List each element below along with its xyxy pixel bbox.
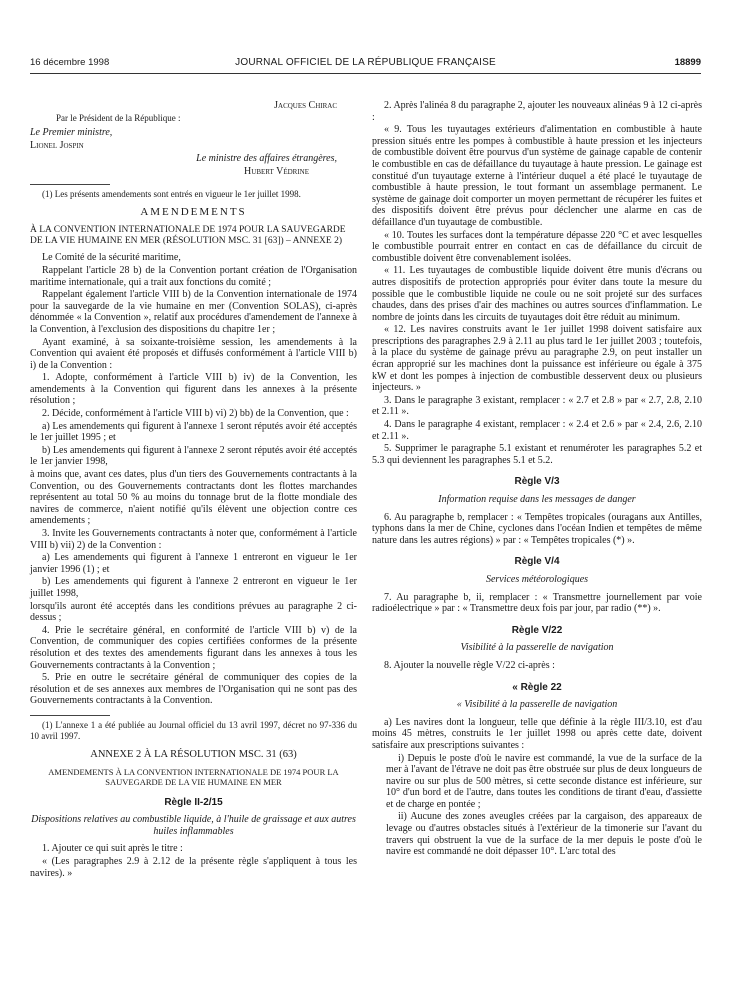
- paragraph: ii) Aucune des zones aveugles créées par la cargaison, des appareaux de levage ou d'autres obstacles situés à l'extérieur de la timonerie sur l'avant du travers qui obstruent la vue de la surface de la mer depuis le poste d'où le navire est commandé ne doit dépasser 10°. L'arc total des: [386, 811, 702, 858]
- rule-title: Information requise dans les messages de danger: [438, 494, 636, 505]
- page-header: [30, 57, 701, 71]
- rule-title: Dispositions relatives au combustible liquide, à l'huile de graissage et aux autres huiles inflammables: [31, 814, 356, 837]
- rule-heading: Règle V/22: [511, 624, 563, 636]
- paragraph: Rappelant également l'article VIII b) de la Convention internationale de 1974 pour la sauvegarde de la vie humaine en mer (Convention SOLAS), ci-après dénommée « la Convention », relatif aux procédures d'amendement de l'annexe à la Convention, à l'exclusion des dispositions du chapitre 1er ;: [30, 289, 357, 335]
- paragraph: 2. Après l'alinéa 8 du paragraphe 2, ajouter les nouveaux alinéas 9 à 12 ci-après :: [372, 100, 702, 123]
- right-column: [372, 100, 702, 859]
- paragraph: Ayant examiné, à sa soixante-troisième session, les amendements à la Convention qui avaient été proposés et diffusés conformément à l'article VIII b) i) de la Convention :: [30, 336, 357, 371]
- paragraph: 3. Dans le paragraphe 3 existant, remplacer : « 2.7 et 2.8 » par « 2.7, 2.8, 2.10 et 2.11 ».: [372, 394, 702, 418]
- amendments-heading: AMENDEMENTS: [140, 206, 247, 219]
- paragraph: a) Les amendements qui figurent à l'annexe 1 seront réputés avoir été acceptés le 1er juillet 1995 ; et: [30, 420, 357, 444]
- signature-minister-name: Hubert Védrine: [244, 165, 309, 177]
- paragraph: 8. Ajouter la nouvelle règle V/22 ci-après :: [384, 659, 555, 671]
- rule-heading: Règle II-2/15: [164, 796, 223, 808]
- annex-subtitle: AMENDEMENTS À LA CONVENTION INTERNATIONALE DE 1974 POUR LA SAUVEGARDE DE LA VIE HUMAINE EN MER: [48, 766, 339, 787]
- signature-pm-name: Lionel Jospin: [30, 139, 84, 151]
- rule-title: Visibilité à la passerelle de navigation: [460, 642, 614, 654]
- paragraph: Rappelant l'article 28 b) de la Convention portant création de l'Organisation maritime internationale, qui a trait aux fonctions du comité ;: [30, 264, 357, 288]
- signature-pm-title: Le Premier ministre,: [30, 127, 113, 139]
- paragraph: 3. Invite les Gouvernements contractants à noter que, conformément à l'article VIII b) vii) 2) de la Convention :: [30, 528, 357, 551]
- paragraph: « 9. Tous les tuyautages extérieurs d'alimentation en combustible à haute pression situés entre les pompes à combustible à haute pression et les injecteurs de combustible doivent être pourvus d'un système de gainage capable de contenir le combustible en cas de défaillance du tuyautage à haute pression. Le gainage est constitué d'un tuyautage externe à l'intérieur duquel a été placé le tuyautage de combustible à haute pression, le tout formant un assemblage permanent. Le système de gainage doit comporter un moyen permettant de récupérer les fuites et des dispositifs doivent être prévus pour déclencher une alarme en cas de défaillance d'un tuyautage de combustible.: [372, 124, 702, 228]
- paragraph: « (Les paragraphes 2.9 à 2.12 de la présente règle s'appliquent à tous les navires). »: [30, 856, 357, 879]
- header-rule: [30, 73, 701, 74]
- annex-title: ANNEXE 2 À LA RÉSOLUTION MSC. 31 (63): [90, 749, 297, 761]
- paragraph: i) Depuis le poste d'où le navire est commandé, la vue de la surface de la mer à l'avant de l'étrave ne doit pas être obstruée sur plus de deux longueurs de navire ou sur plus de 500 mètres, si cette seconde distance est inférieure, sur 10° d'un bord et de l'autre, dans toutes les conditions de tirant d'eau, d'assiette et de charge en pontée ;: [386, 752, 702, 810]
- paragraph: 1. Adopte, conformément à l'article VIII b) iv) de la Convention, les amendements à la Convention qui figurent dans les annexes à la présente résolution ;: [30, 372, 357, 407]
- paragraph: b) Les amendements qui figurent à l'annexe 2 seront réputés avoir été acceptés le 1er janvier 1998,: [30, 444, 357, 468]
- rule-heading: Règle V/4: [514, 556, 560, 568]
- paragraph: 2. Décide, conformément à l'article VIII b) vi) 2) bb) de la Convention, que :: [42, 408, 349, 420]
- journal-title: JOURNAL OFFICIEL DE LA RÉPUBLIQUE FRANÇAISE: [235, 57, 496, 68]
- left-column: [30, 100, 357, 880]
- footnote-rule: [30, 715, 110, 716]
- footnote-rule: [30, 184, 110, 185]
- paragraph: Le Comité de la sécurité maritime,: [42, 252, 181, 264]
- paragraph: 7. Au paragraphe b, ii, remplacer : « Transmettre journellement par voie radioélectrique » par : « Transmettre deux fois par jour, par radio (**) ».: [372, 591, 702, 615]
- paragraph: 4. Dans le paragraphe 4 existant, remplacer : « 2.4 et 2.6 » par « 2.4, 2.6, 2.10 et 2.11 ».: [372, 419, 702, 442]
- paragraph: « 11. Les tuyautages de combustible liquide doivent être munis d'écrans ou autres dispositifs de protection appropriés pour éviter dans toute la mesure du possible que le combustible liquide ne coule ou ne soit projeté sur des surfaces chaudes, dans des prises d'air des machines ou autres sources d'inflammation. Le nombre de joints dans les circuits de tuyautages doit être réduit au minimum.: [372, 265, 702, 323]
- rule-heading: « Règle 22: [512, 681, 562, 693]
- signature-par: Par le Président de la République :: [56, 112, 181, 123]
- footnote-1: (1) Les présents amendements sont entrés en vigueur le 1er juillet 1998.: [42, 188, 301, 199]
- paragraph: 5. Prie en outre le secrétaire général de communiquer des copies de la résolution et de ses annexes aux membres de l'Organisation qui ne sont pas des Gouvernements contractants à la Convention.: [30, 672, 357, 707]
- paragraph: lorsqu'ils auront été acceptés dans les conditions prévues au paragraphe 2 ci-dessus ;: [30, 600, 357, 624]
- paragraph: 6. Au paragraphe b, remplacer : « Tempêtes tropicales (ouragans aux Antilles, typhons dans la mer de Chine, cyclones dans l'océan Indien et tempêtes de même nature dans les autres régions) » par : « Tempêtes tropicales (*) ».: [372, 511, 702, 546]
- rule-title: Services météorologiques: [485, 573, 589, 585]
- amendments-subheading: À LA CONVENTION INTERNATIONALE DE 1974 POUR LA SAUVEGARDE DE LA VIE HUMAINE EN MER (RÉSOLUTION MSC. 31 [63]) – ANNEXE 2): [30, 224, 346, 246]
- paragraph: « 12. Les navires construits avant le 1er juillet 1998 doivent satisfaire aux prescriptions des paragraphes 2.9 à 2.11 au plus tard le 1er juillet 2003 ; toutefois, à la place du système de gainage prévu au paragraphe 2.9, on peut installer un écran approprié sur les machines dont la puissance est inférieure ou égale à 375 kW et dont les pompes à injection de combustible desservent deux ou plusieurs injecteurs. »: [372, 324, 702, 394]
- rule-heading: Règle V/3: [514, 476, 560, 488]
- paragraph: b) Les amendements qui figurent à l'annexe 2 entreront en vigueur le 1er juillet 1998,: [30, 576, 357, 599]
- signature-president: Jacques Chirac: [274, 100, 337, 111]
- signature-minister-title: Le ministre des affaires étrangères,: [196, 153, 337, 165]
- rule-title: « Visibilité à la passerelle de navigation: [456, 699, 618, 711]
- paragraph: « 10. Toutes les surfaces dont la température dépasse 220 °C et avec lesquelles le combustible pourrait entrer en contact en cas de défaillance du circuit de combustible doivent être convenablement isolées.: [372, 229, 702, 264]
- paragraph: 4. Prie le secrétaire général, en conformité de l'article VIII b) v) de la Convention, de communiquer des copies certifiées conformes de la présente résolution et des textes des amendements figurant dans les annexes à tous les Gouvernements contractants à la Convention ;: [30, 624, 357, 671]
- paragraph: 5. Supprimer le paragraphe 5.1 existant et renuméroter les paragraphes 5.2 et 5.3 qui deviennent les paragraphes 5.1 et 5.2.: [372, 443, 702, 466]
- paragraph: a) Les amendements qui figurent à l'annexe 1 entreront en vigueur le 1er janvier 1996 (1) ; et: [30, 552, 357, 575]
- footnote-2: (1) L'annexe 1 a été publiée au Journal officiel du 13 avril 1997, décret no 97-336 du 10 avril 1997.: [30, 719, 357, 741]
- paragraph: 1. Ajouter ce qui suit après le titre :: [42, 843, 183, 855]
- paragraph: a) Les navires dont la longueur, telle que définie à la règle III/3.10, est d'au moins 45 mètres, construits le 1er juillet 1998 ou après cette date, doivent satisfaire aux prescriptions suivantes :: [372, 716, 702, 751]
- issue-date: 16 décembre 1998: [30, 57, 110, 68]
- page-number: 18899: [674, 57, 701, 68]
- paragraph: à moins que, avant ces dates, plus d'un tiers des Gouvernements contractants à la Convention, ou des Gouvernements contractants dont les flottes marchandes représentent au total 50 % au moins du tonnage brut de la flotte mondiale des navires de commerce, n'aient notifié qu'ils élèvent une objection contre ces amendements ;: [30, 469, 357, 527]
